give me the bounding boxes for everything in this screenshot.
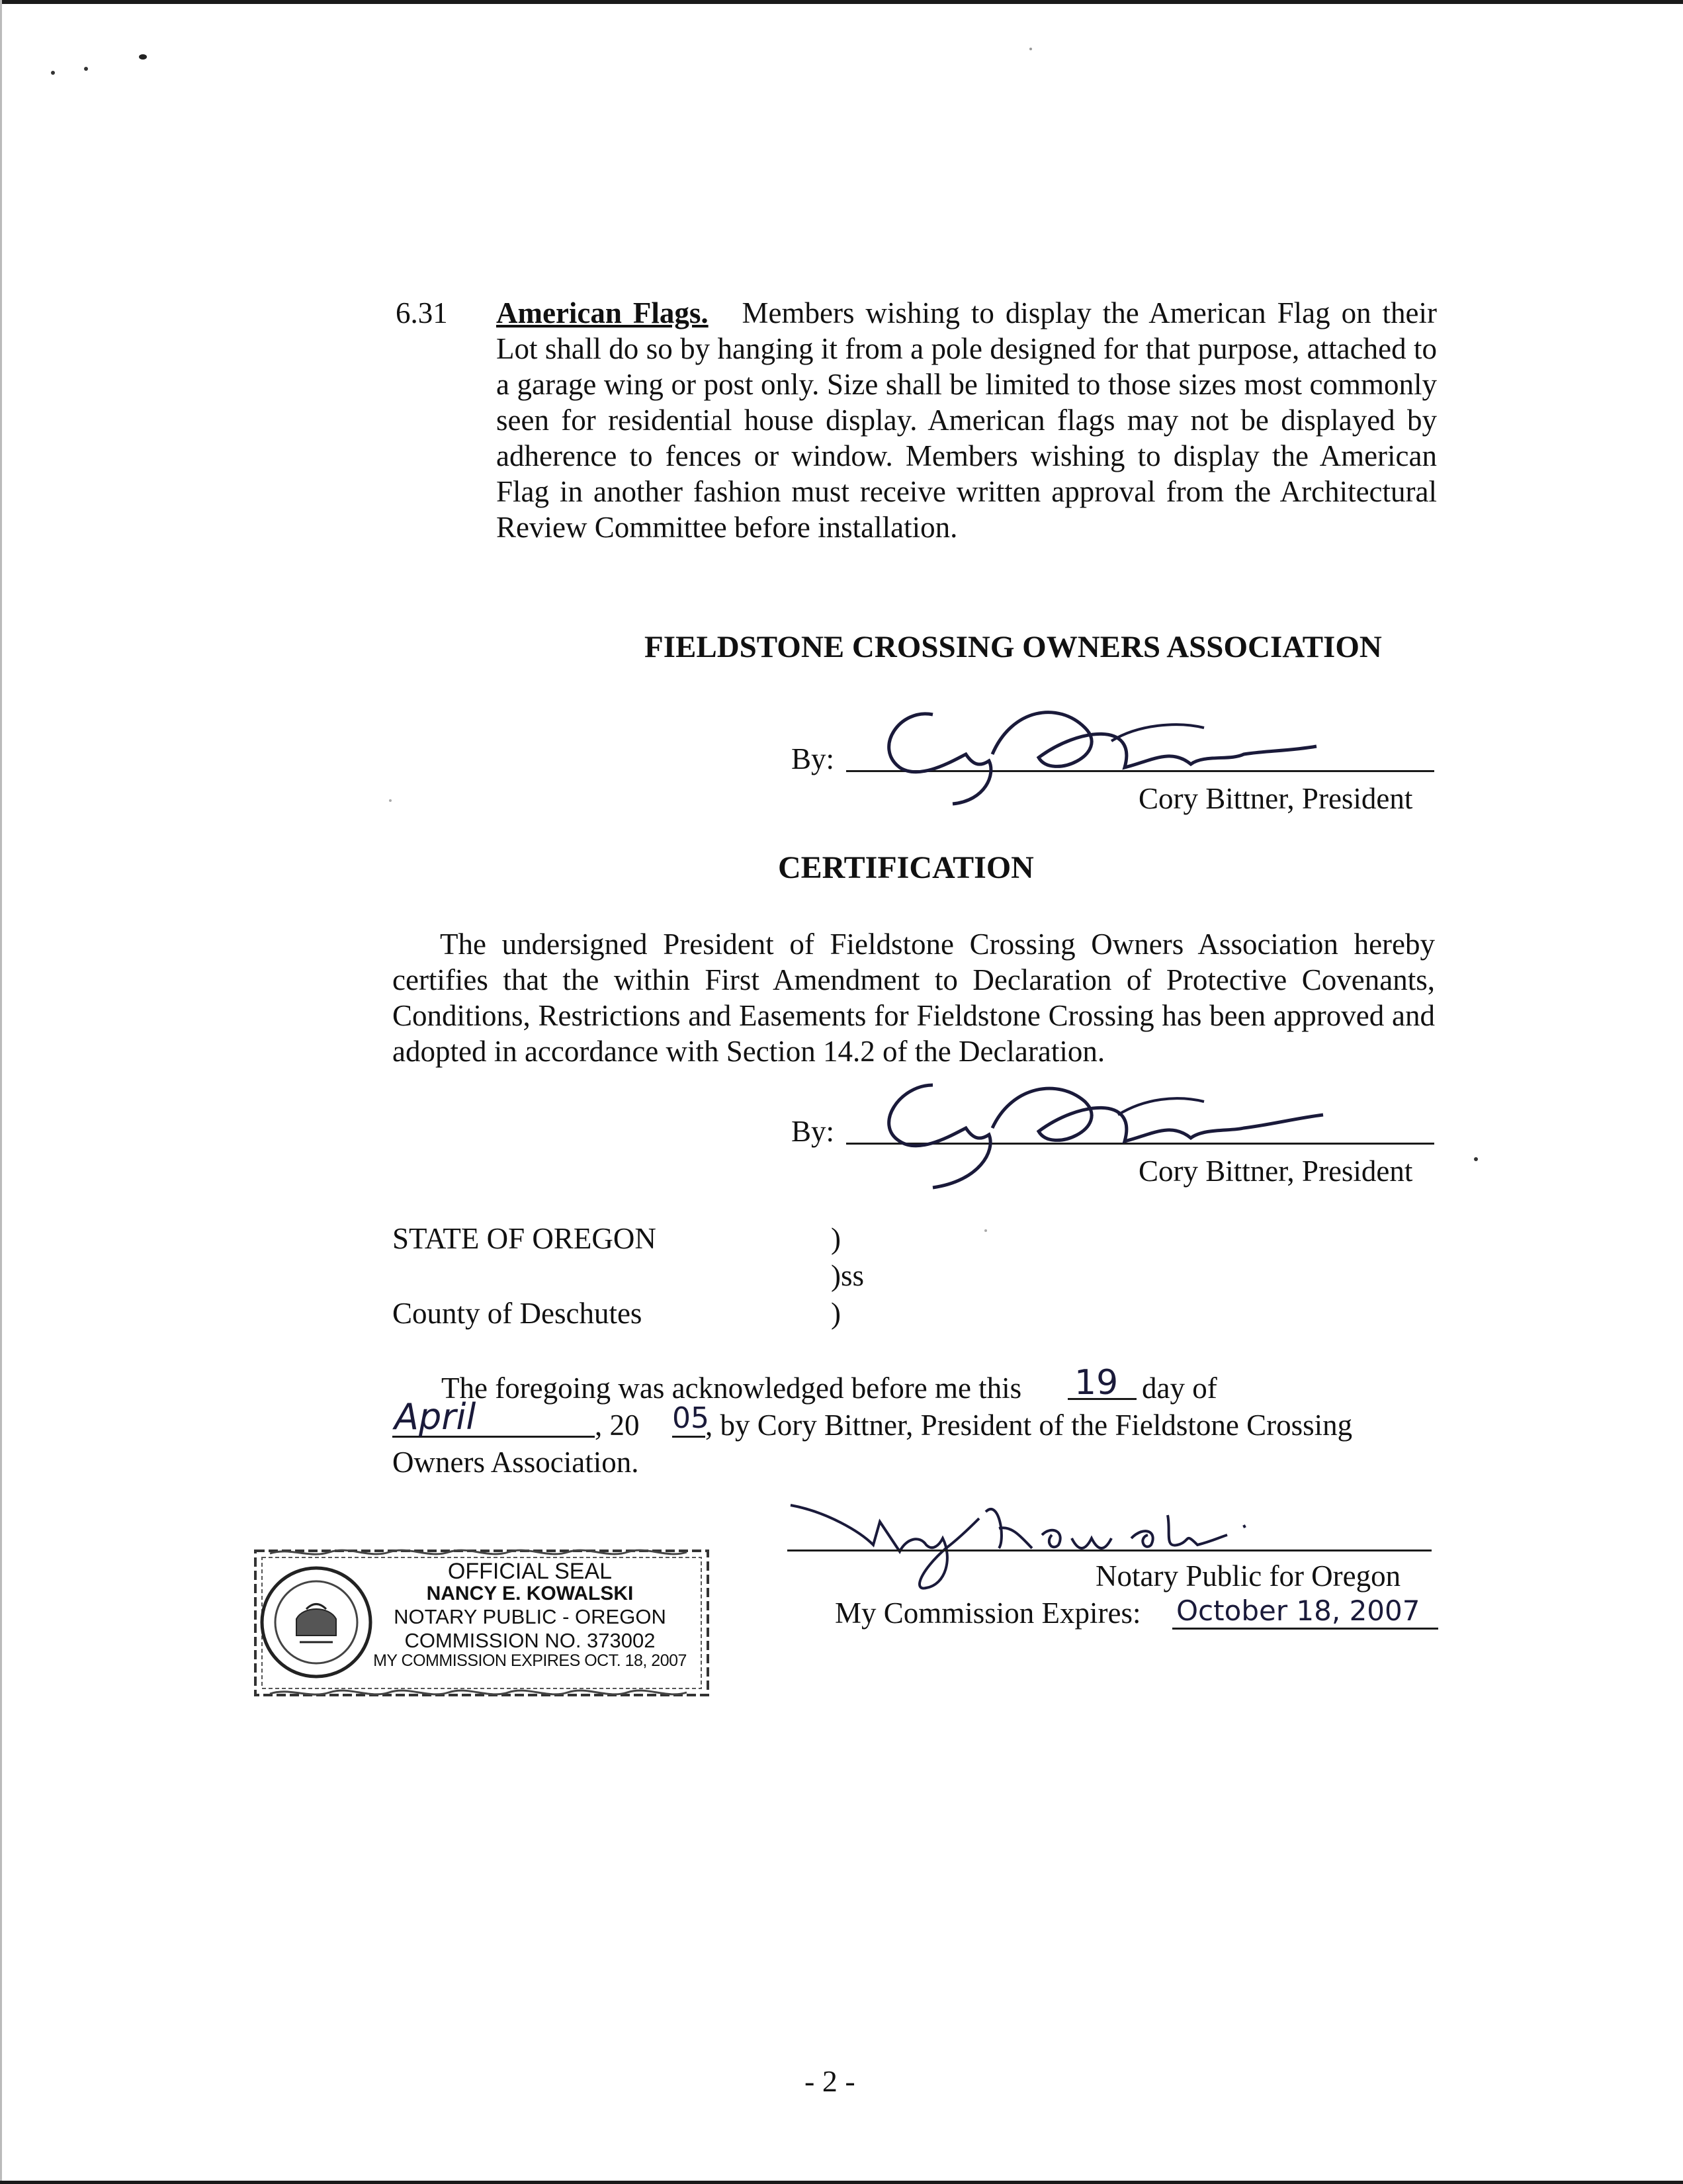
page-number: - 2 - <box>804 2064 855 2098</box>
venue-state: STATE OF OREGON <box>392 1222 656 1255</box>
association-name: FIELDSTONE CROSSING OWNERS ASSOCIATION <box>644 630 1382 664</box>
ack-text-1: The foregoing was acknowledged before me this <box>441 1372 1022 1405</box>
section-heading: American Flags. <box>496 296 709 329</box>
left-scan-edge <box>0 0 2 2184</box>
venue-paren-1: ) <box>831 1222 841 1255</box>
signer-1: Cory Bittner, President <box>1139 782 1413 815</box>
ack-text-2: day of <box>1142 1372 1217 1405</box>
bottom-scan-edge <box>0 2181 1683 2184</box>
venue-paren-2: ) <box>831 1297 841 1330</box>
venue-county: County of Deschutes <box>392 1297 642 1330</box>
by-label-2: By: <box>791 1115 835 1148</box>
section-number: 6.31 <box>396 296 448 329</box>
venue-ss: )ss <box>831 1259 865 1292</box>
ack-year-blank <box>672 1436 705 1438</box>
ack-year-handwritten: 05 <box>672 1401 709 1435</box>
ack-text-5: Owners Association. <box>392 1446 639 1479</box>
section-body: Members wishing to display the American Flag on their Lot shall do so by hanging it from a pole designed for that purpose, attached to a garage wing or post only. Size shall be limited to those sizes most commonly seen for residential house display. American flags may not be displayed by adherence to fences or window. Members wishing to display the American Flag in another fashion must receive written approval from the Architectural Review Committee before installation. <box>496 296 1437 544</box>
certification-heading: CERTIFICATION <box>778 850 1034 885</box>
signer-2: Cory Bittner, President <box>1139 1155 1413 1188</box>
section-paragraph <box>496 295 1437 545</box>
seal-line-4: COMMISSION NO. 373002 <box>404 1629 656 1652</box>
commission-handwritten: October 18, 2007 <box>1176 1594 1420 1627</box>
ack-text-3: , 20 <box>595 1409 640 1442</box>
notary-title: Notary Public for Oregon <box>1096 1559 1401 1593</box>
certification-body: The undersigned President of Fieldstone Crossing Owners Association hereby certifies that the within First Amendment to Declaration of Protective Covenants, Conditions, Restrictions and Easements for Fieldstone Crossing has been approved and adopted in accordance with Section 14.2 of the Declaration. <box>392 928 1435 1068</box>
by-label-1: By: <box>791 742 835 775</box>
ack-month-handwritten: April <box>394 1396 476 1438</box>
commission-blank <box>1172 1628 1438 1630</box>
top-scan-edge <box>0 0 1683 4</box>
ack-text-4: , by Cory Bittner, President of the Fieldstone Crossing <box>705 1409 1353 1442</box>
ack-day-handwritten: 19 <box>1074 1363 1119 1403</box>
commission-label: My Commission Expires: <box>835 1596 1141 1630</box>
seal-line-5: MY COMMISSION EXPIRES OCT. 18, 2007 <box>373 1651 687 1670</box>
notary-signature-line <box>787 1550 1432 1551</box>
notary-seal <box>250 1543 713 1702</box>
seal-line-2: NANCY E. KOWALSKI <box>426 1583 634 1604</box>
seal-line-3: NOTARY PUBLIC - OREGON <box>394 1605 666 1628</box>
seal-line-1: OFFICIAL SEAL <box>447 1559 613 1584</box>
